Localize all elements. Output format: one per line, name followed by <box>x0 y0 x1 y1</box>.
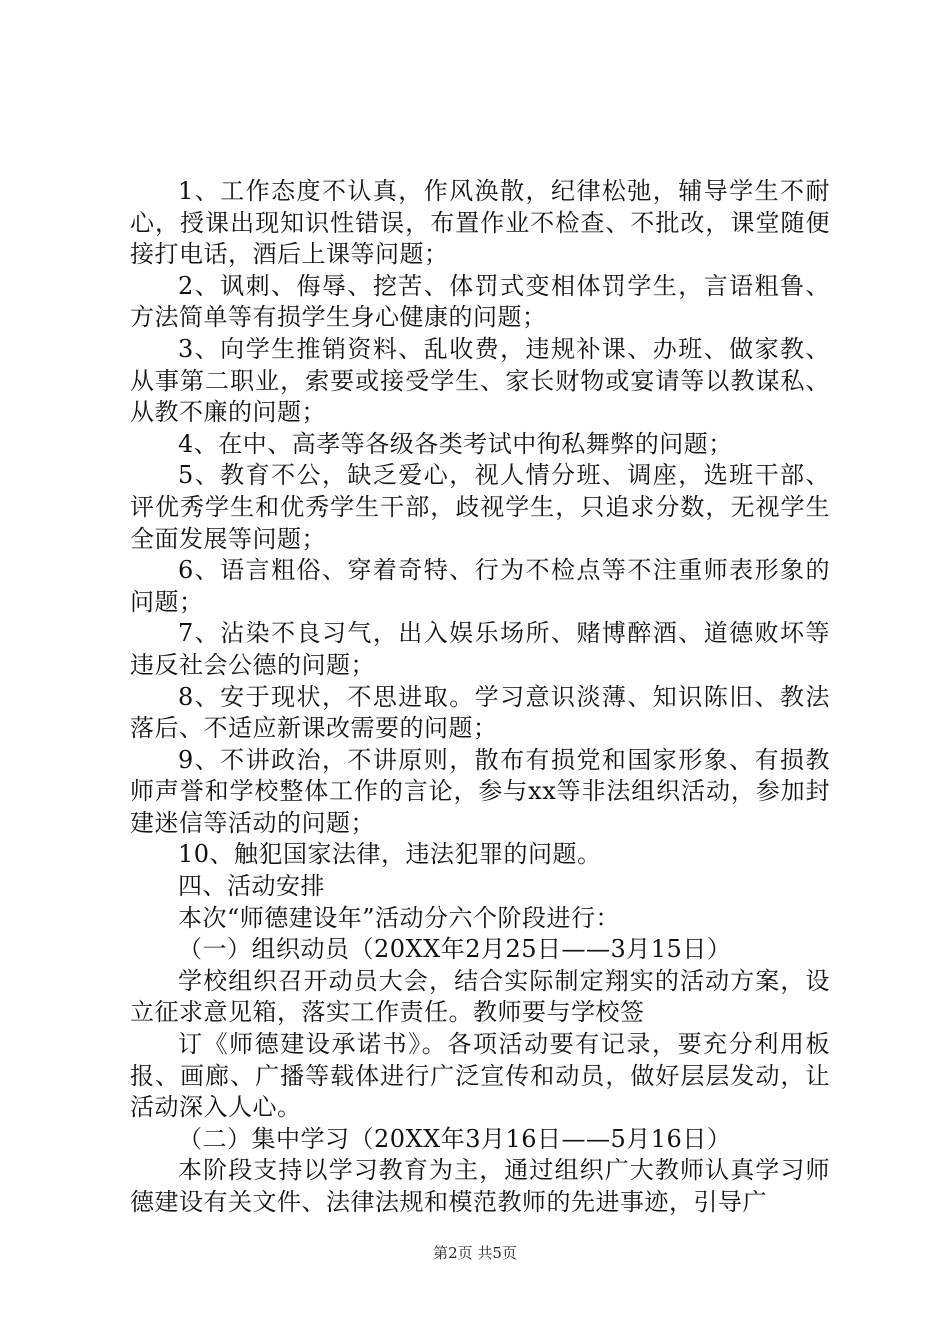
paragraph-stage-1-a: 学校组织召开动员大会，结合实际制定翔实的活动方案，设立征求意见箱，落实工作责任。教师要与学校签 <box>130 966 830 1027</box>
page-number-footer: 第2页 共5页 <box>433 1244 517 1262</box>
paragraph-item-7: 7、沾染不良习气，出入娱乐场所、赌博醉酒、道德败坏等违反社会公德的问题； <box>130 619 830 679</box>
paragraph-item-9: 9、不讲政治，不讲原则，散布有损党和国家形象、有损教师声誉和学校整体工作的言论，参与xx等非法组织活动，参加封建迷信等活动的问题； <box>130 745 830 837</box>
paragraph-item-2: 2、讽刺、侮辱、挖苦、体罚式变相体罚学生，言语粗鲁、方法简单等有损学生身心健康的问题； <box>130 271 830 332</box>
paragraph-item-1: 1、工作态度不认真，作风涣散，纪律松弛，辅导学生不耐心，授课出现知识性错误，布置作业不检查、不批改，课堂随便接打电话，酒后上课等问题； <box>130 177 830 269</box>
stage-heading-1: （一）组织动员（20XX年2月25日——3月15日） <box>178 935 732 964</box>
paragraph-item-10: 10、触犯国家法律，违法犯罪的问题。 <box>178 840 602 869</box>
paragraph-item-5: 5、教育不公，缺乏爱心，视人情分班、调座，选班干部、评优秀学生和优秀学生干部，歧视学生，只追求分数，无视学生全面发展等问题； <box>130 461 830 553</box>
section-heading-activity-arrangement: 四、活动安排 <box>178 872 325 901</box>
paragraph-stage-2: 本阶段支持以学习教育为主，通过组织广大教师认真学习师德建设有关文件、法律法规和模范教师的先进事迹，引导广 <box>130 1156 830 1216</box>
paragraph-item-3: 3、向学生推销资料、乱收费，违规补课、办班、做家教、从事第二职业，索要或接受学生、家长财物或宴请等以教谋私、从教不廉的问题； <box>130 334 830 427</box>
paragraph-intro-stages: 本次“师德建设年”活动分六个阶段进行： <box>178 903 621 932</box>
stage-heading-2: （二）集中学习（20XX年3月16日——5月16日） <box>178 1124 732 1153</box>
paragraph-item-8: 8、安于现状，不思进取。学习意识淡薄、知识陈旧、教法落后、不适应新课改需要的问题； <box>130 682 830 743</box>
paragraph-stage-1-b: 订《师德建设承诺书》。各项活动要有记录，要充分利用板报、画廊、广播等载体进行广泛宣传和动员，做好层层发动，让活动深入人心。 <box>130 1030 830 1122</box>
paragraph-item-4: 4、在中、高孝等各级各类考试中徇私舞弊的问题； <box>178 429 733 458</box>
document-body <box>130 176 830 1219</box>
paragraph-item-6: 6、语言粗俗、穿着奇特、行为不检点等不注重师表形象的问题； <box>130 556 830 616</box>
